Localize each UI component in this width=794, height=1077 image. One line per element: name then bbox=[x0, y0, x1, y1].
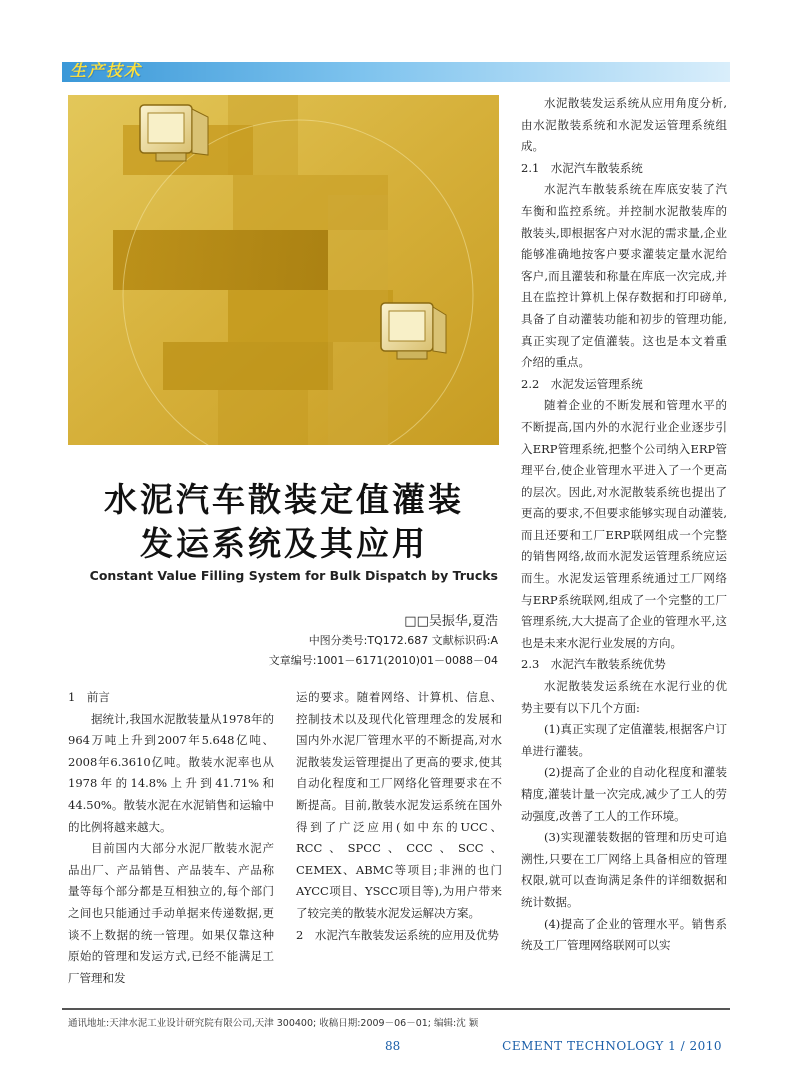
section-heading: 2.1 水泥汽车散装系统 bbox=[521, 160, 643, 175]
english-title: Constant Value Filling System for Bulk Dispatch by Trucks bbox=[89, 568, 498, 583]
section-heading: 2.3 水泥汽车散装系统优势 bbox=[521, 657, 666, 672]
article-title bbox=[66, 478, 502, 566]
paragraph: 据统计,我国水泥散装量从1978年的964万吨上升到2007年5.648亿吨、2008年6.3610亿吨。散装水泥率也从1978年的14.8%上升到41.71%和44.50%。散装水泥在水泥销售和运输中的比例将越来越大。 bbox=[68, 711, 274, 834]
paragraph: 运的要求。随着网络、计算机、信息、控制技术以及现代化管理理念的发展和国内外水泥厂管理水平的不断提高,对水泥散装发运管理提出了更高的要求,使其自动化程度和工厂网络化管理要求在不断提高。目前,散装水泥发运系统在国外得到了广泛应用(如中东的UCC、RCC、SPCC、CCC、SCC、CEMEX、ABMC等项目;非洲的也门AYCC项目、YSCC项目等),为用户带来了较完美的散装水泥发运解决方案。 bbox=[296, 690, 502, 920]
paragraph: 随着企业的不断发展和管理水平的不断提高,国内外的水泥行业企业逐步引入ERP管理系统,把整个公司纳入ERP管理平台,使企业管理水平进入了一个更高的层次。因此,对水泥散装系统也提出了更高的要求,不但要求能够实现自动灌装,而且还要和工厂ERP联网组成一个完整的销售网络,故而水泥发运管理系统应运而生。水泥发运管理系统通过工厂网络与ERP系统联网,组成了一个完整的工厂管理系统,大大提高了企业的管理水平,这也是未来水泥行业发展的方向。 bbox=[521, 398, 727, 650]
title-line-2: 发运系统及其应用 bbox=[140, 524, 428, 563]
classification-code: 中图分类号:TQ172.687 文献标识码:A bbox=[308, 634, 498, 647]
paragraph: 水泥汽车散装系统在库底安装了汽车衡和监控系统。并控制水泥散装库的散装头,即根据客户对水泥的需求量,企业能够准确地按客户要求灌装定量水泥给客户,而且灌装和称量在库底一次完成,并且在监控计算机上保存数据和打印磅单,具备了自动灌装功能和初步的管理功能,真正实现了定值灌装。这也是本文着重介绍的重点。 bbox=[521, 182, 727, 370]
body-column-3 bbox=[521, 93, 727, 957]
list-item: (3)实现灌装数据的管理和历史可追溯性,只要在工厂网络上具备相应的管理权限,就可以查询满足条件的详细数据和统计数据。 bbox=[521, 830, 727, 909]
paragraph: 水泥散装发运系统从应用角度分析,由水泥散装系统和水泥发运管理系统组成。 bbox=[521, 96, 727, 154]
paragraph: 目前国内大部分水泥厂散装水泥产品出厂、产品销售、产品装车、产品称量等每个部分都是互相独立的,每个部门之间也只能通过手动单据来传递数据,更谈不上数据的统一管理。如果仅靠这种原始的管理和发运方式,已经不能满足工厂管理和发 bbox=[68, 841, 274, 985]
paragraph: 水泥散装发运系统在水泥行业的优势主要有以下几个方面: bbox=[521, 679, 727, 715]
computer-monitor-icon bbox=[140, 105, 208, 161]
section-heading: 2.2 水泥发运管理系统 bbox=[521, 376, 643, 391]
title-line-1: 水泥汽车散装定值灌装 bbox=[104, 480, 464, 519]
section-label: 生产技术 bbox=[70, 61, 143, 80]
page-number: 88 bbox=[385, 1039, 401, 1053]
computer-monitor-icon bbox=[381, 303, 446, 359]
list-item: (2)提高了企业的自动化程度和灌装精度,灌装计量一次完成,减少了工人的劳动强度,改善了工人的工作环境。 bbox=[521, 765, 727, 823]
journal-name: CEMENT TECHNOLOGY 1 / 2010 bbox=[502, 1039, 722, 1053]
body-column-2 bbox=[296, 687, 502, 946]
list-item: (1)真正实现了定值灌装,根据客户订单进行灌装。 bbox=[521, 722, 727, 758]
footnote-divider bbox=[62, 1008, 730, 1010]
section-header-band bbox=[62, 62, 730, 82]
section-heading: 1 前言 bbox=[68, 690, 110, 704]
cover-illustration bbox=[68, 95, 499, 445]
footnote: 通讯地址:天津水泥工业设计研究院有限公司,天津 300400; 收稿日期:2009－06－01; 编辑:沈 颖 bbox=[68, 1018, 479, 1029]
section-heading: 2 水泥汽车散装发运系统的应用及优势 bbox=[296, 927, 499, 942]
list-item: (4)提高了企业的管理水平。销售系统及工厂管理网络联网可以实 bbox=[521, 916, 727, 953]
article-number: 文章编号:1001－6171(2010)01－0088－04 bbox=[268, 654, 498, 667]
authors: □□吴振华,夏浩 bbox=[404, 614, 498, 629]
body-column-1 bbox=[68, 687, 274, 989]
